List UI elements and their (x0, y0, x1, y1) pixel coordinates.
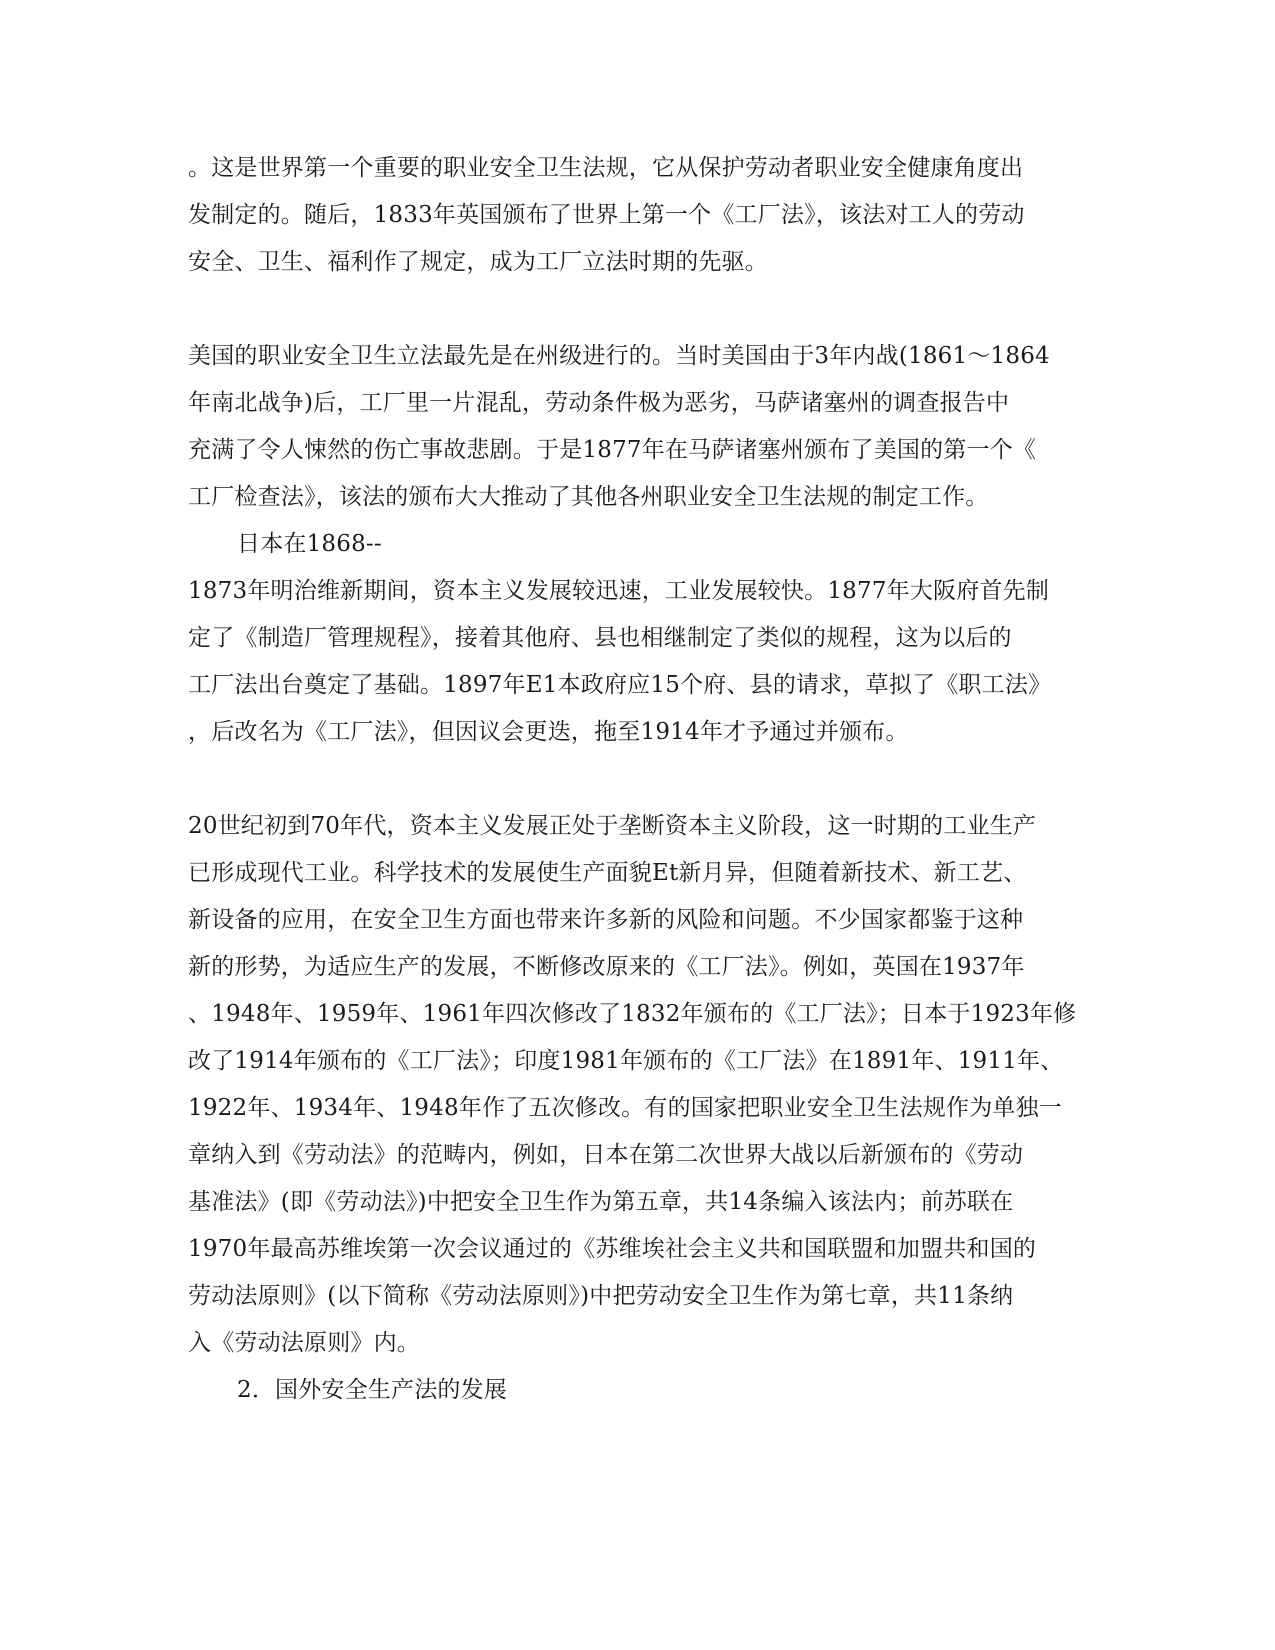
text-line: 改了1914年颁布的《工厂法》；印度1981年颁布的《工厂法》在1891年、1911年、 (188, 1048, 1064, 1074)
text-line: 1873年明治维新期间，资本主义发展较迅速，工业发展较快。1877年大阪府首先制 (188, 578, 1050, 604)
text-line: 新设备的应用，在安全卫生方面也带来许多新的风险和问题。不少国家都鉴于这种 (188, 907, 1024, 933)
text-line: 章纳入到《劳动法》的范畴内，例如，日本在第二次世界大战以后新颁布的《劳动 (188, 1142, 1024, 1168)
text-line: 定了《制造厂管理规程》，接着其他府、县也相继制定了类似的规程，这为以后的 (188, 625, 1012, 651)
text-line: 安全、卫生、福利作了规定，成为工厂立法时期的先驱。 (188, 249, 768, 275)
text-line: 发制定的。随后，1833年英国颁布了世界上第一个《工厂法》，该法对工人的劳动 (188, 202, 1025, 228)
text-line: 、1948年、1959年、1961年四次修改了1832年颁布的《工厂法》；日本于1923年修 (188, 1001, 1077, 1027)
text-line: 充满了令人悚然的伤亡事故悲剧。于是1877年在马萨诸塞州颁布了美国的第一个《 (188, 437, 1037, 463)
text-line: ，后改名为《工厂法》，但因议会更迭，拖至1914年才予通过并颁布。 (188, 719, 909, 745)
text-line: 年南北战争)后，工厂里一片混乱，劳动条件极为恶劣，马萨诸塞州的调查报告中 (188, 390, 1010, 416)
text-line: 日本在1868-- (237, 531, 382, 557)
text-line: 工厂法出台奠定了基础。1897年E1本政府应15个府、县的请求，草拟了《职工法》 (188, 672, 1052, 698)
text-line: 工厂检查法》，该法的颁布大大推动了其他各州职业安全卫生法规的制定工作。 (188, 484, 989, 510)
text-line: 已形成现代工业。科学技术的发展使生产面貌Et新月异，但随着新技术、新工艺、 (188, 860, 1027, 886)
text-line: 。这是世界第一个重要的职业安全卫生法规，它从保护劳动者职业安全健康角度出 (188, 155, 1024, 181)
text-line: 基准法》(即《劳动法》)中把安全卫生作为第五章，共14条编入该法内；前苏联在 (188, 1189, 1014, 1215)
text-line: 新的形势，为适应生产的发展，不断修改原来的《工厂法》。例如，英国在1937年 (188, 954, 1025, 980)
text-line: 劳动法原则》(以下简称《劳动法原则》)中把劳动安全卫生作为第七章，共11条纳 (188, 1283, 1014, 1309)
text-line: 1922年、1934年、1948年作了五次修改。有的国家把职业安全卫生法规作为单独一 (188, 1095, 1062, 1121)
section-heading: 2．国外安全生产法的发展 (237, 1377, 508, 1403)
text-line: 20世纪初到70年代，资本主义发展正处于垄断资本主义阶段，这一时期的工业生产 (188, 813, 1037, 839)
text-line: 美国的职业安全卫生立法最先是在州级进行的。当时美国由于3年内战(1861～1864 (188, 343, 1050, 369)
text-line: 入《劳动法原则》内。 (188, 1330, 420, 1356)
text-line: 1970年最高苏维埃第一次会议通过的《苏维埃社会主义共和国联盟和加盟共和国的 (188, 1236, 1037, 1262)
